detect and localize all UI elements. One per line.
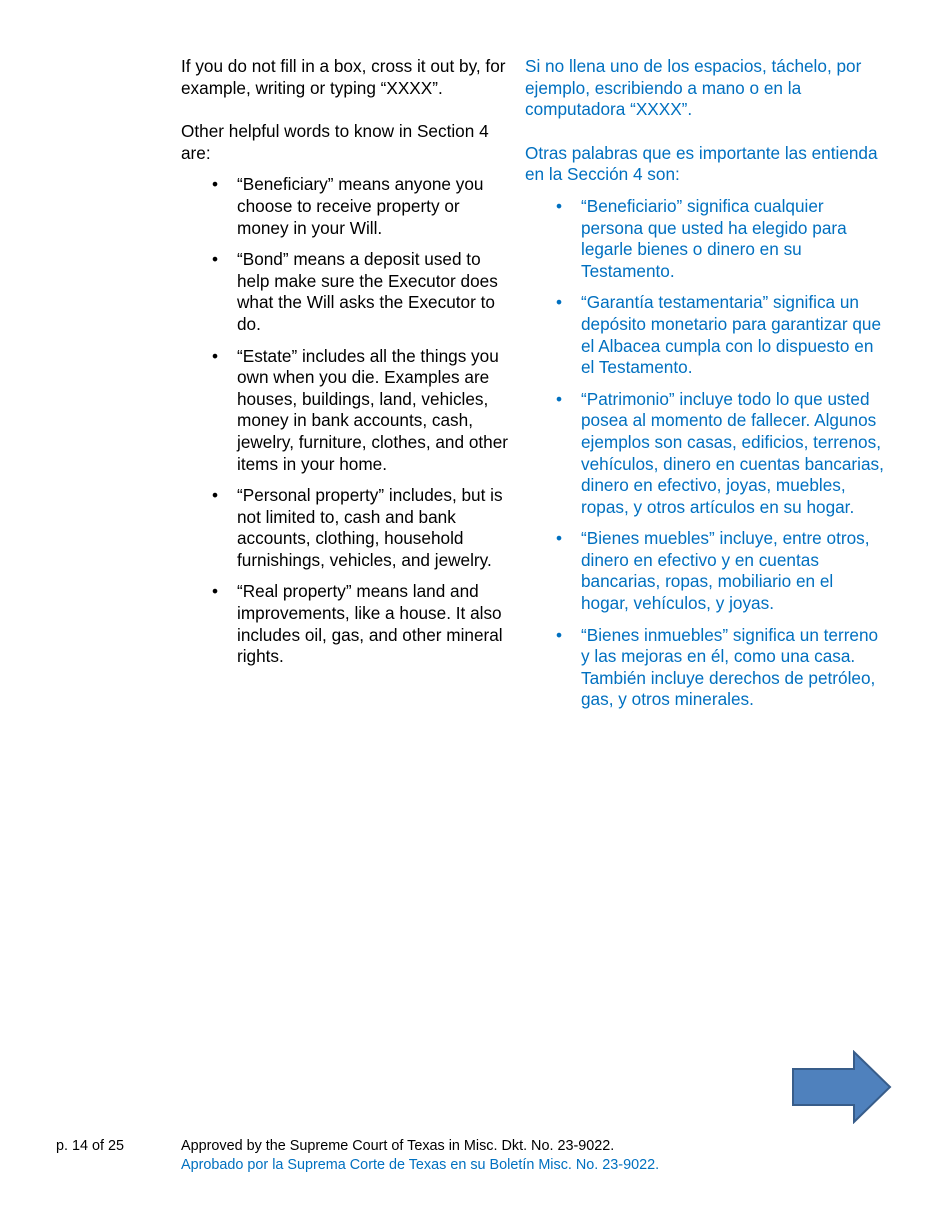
page-number: p. 14 of 25 [56, 1138, 125, 1154]
approval-notice-english: Approved by the Supreme Court of Texas in Misc. Dkt. No. 23-9022. [181, 1138, 615, 1154]
definition-text: “Bienes inmuebles” significa un terreno y las mejoras en él, como una casa. También incluye derechos de petróleo, gas, y otros minerales. [581, 624, 879, 710]
spanish-definition-list [525, 196, 885, 711]
bullet-icon: • [211, 249, 219, 270]
definition-text: “Personal property” includes, but is not limited to, cash and bank accounts, clothing, household furnishings, vehicles, and jewelry. [237, 485, 503, 570]
list-item [555, 292, 885, 378]
english-intro-definitions: Other helpful words to know in Section 4 are: [181, 121, 489, 163]
english-intro-instruction: If you do not fill in a box, cross it out by, for example, writing or typing “XXXX”. [181, 56, 506, 98]
definition-text: “Patrimonio” incluye todo lo que usted posea al momento de fallecer. Algunos ejemplos son casas, edificios, terrenos, vehículos, dinero en cuentas bancarias, dinero en efectivo, joyas, muebles, ropas, y otros artículos en su hogar. [581, 388, 884, 517]
bullet-icon: • [555, 528, 563, 549]
bullet-icon: • [555, 624, 563, 645]
definition-text: “Bienes muebles” incluye, entre otros, dinero en efectivo y en cuentas bancarias, ropas, mobiliario en el hogar, vehículos, y joyas. [581, 528, 870, 614]
definition-text: “Estate” includes all the things you own when you die. Examples are houses, buildings, land, vehicles, money in bank accounts, cash, jewelry, furniture, clothes, and other items in your home. [237, 345, 508, 474]
spanish-intro-instruction: Si no llena uno de los espacios, táchelo, por ejemplo, escribiendo a mano o en la computadora “XXXX”. [525, 56, 862, 120]
definition-text: “Beneficiary” means anyone you choose to receive property or money in your Will. [237, 174, 484, 238]
next-page-button[interactable] [791, 1050, 893, 1124]
spanish-intro-definitions: Otras palabras que es importante las entienda en la Sección 4 son: [525, 142, 878, 185]
bullet-icon: • [211, 174, 219, 195]
bullet-icon: • [211, 485, 219, 506]
bullet-icon: • [555, 292, 563, 313]
list-item [211, 581, 511, 667]
list-item [211, 174, 511, 239]
bullet-icon: • [211, 581, 219, 602]
list-item [211, 345, 511, 476]
list-item [555, 195, 885, 282]
approval-notice-spanish: Aprobado por la Suprema Corte de Texas en su Boletín Misc. No. 23-9022. [181, 1157, 660, 1173]
spanish-column [525, 56, 885, 721]
definition-text: “Real property” means land and improvements, like a house. It also includes oil, gas, and other mineral rights. [237, 581, 503, 667]
list-item [555, 388, 885, 519]
arrow-shape [793, 1052, 890, 1122]
english-definition-list [181, 174, 511, 667]
list-item [211, 485, 511, 571]
definition-text: “Beneficiario” significa cualquier persona que usted ha elegido para legarle bienes o dinero en su Testamento. [581, 195, 847, 281]
bullet-icon: • [555, 195, 563, 216]
bullet-icon: • [555, 388, 563, 409]
bullet-icon: • [211, 345, 219, 366]
english-column [181, 56, 511, 678]
list-item [555, 624, 885, 711]
list-item [211, 249, 511, 335]
definition-text: “Garantía testamentaria” significa un depósito monetario para garantizar que el Albacea cumpla con lo dispuesto en el Testamento. [581, 292, 882, 378]
definition-text: “Bond” means a deposit used to help make sure the Executor does what the Will asks the Executor to do. [237, 249, 498, 334]
list-item [555, 528, 885, 614]
arrow-right-icon [791, 1050, 893, 1124]
